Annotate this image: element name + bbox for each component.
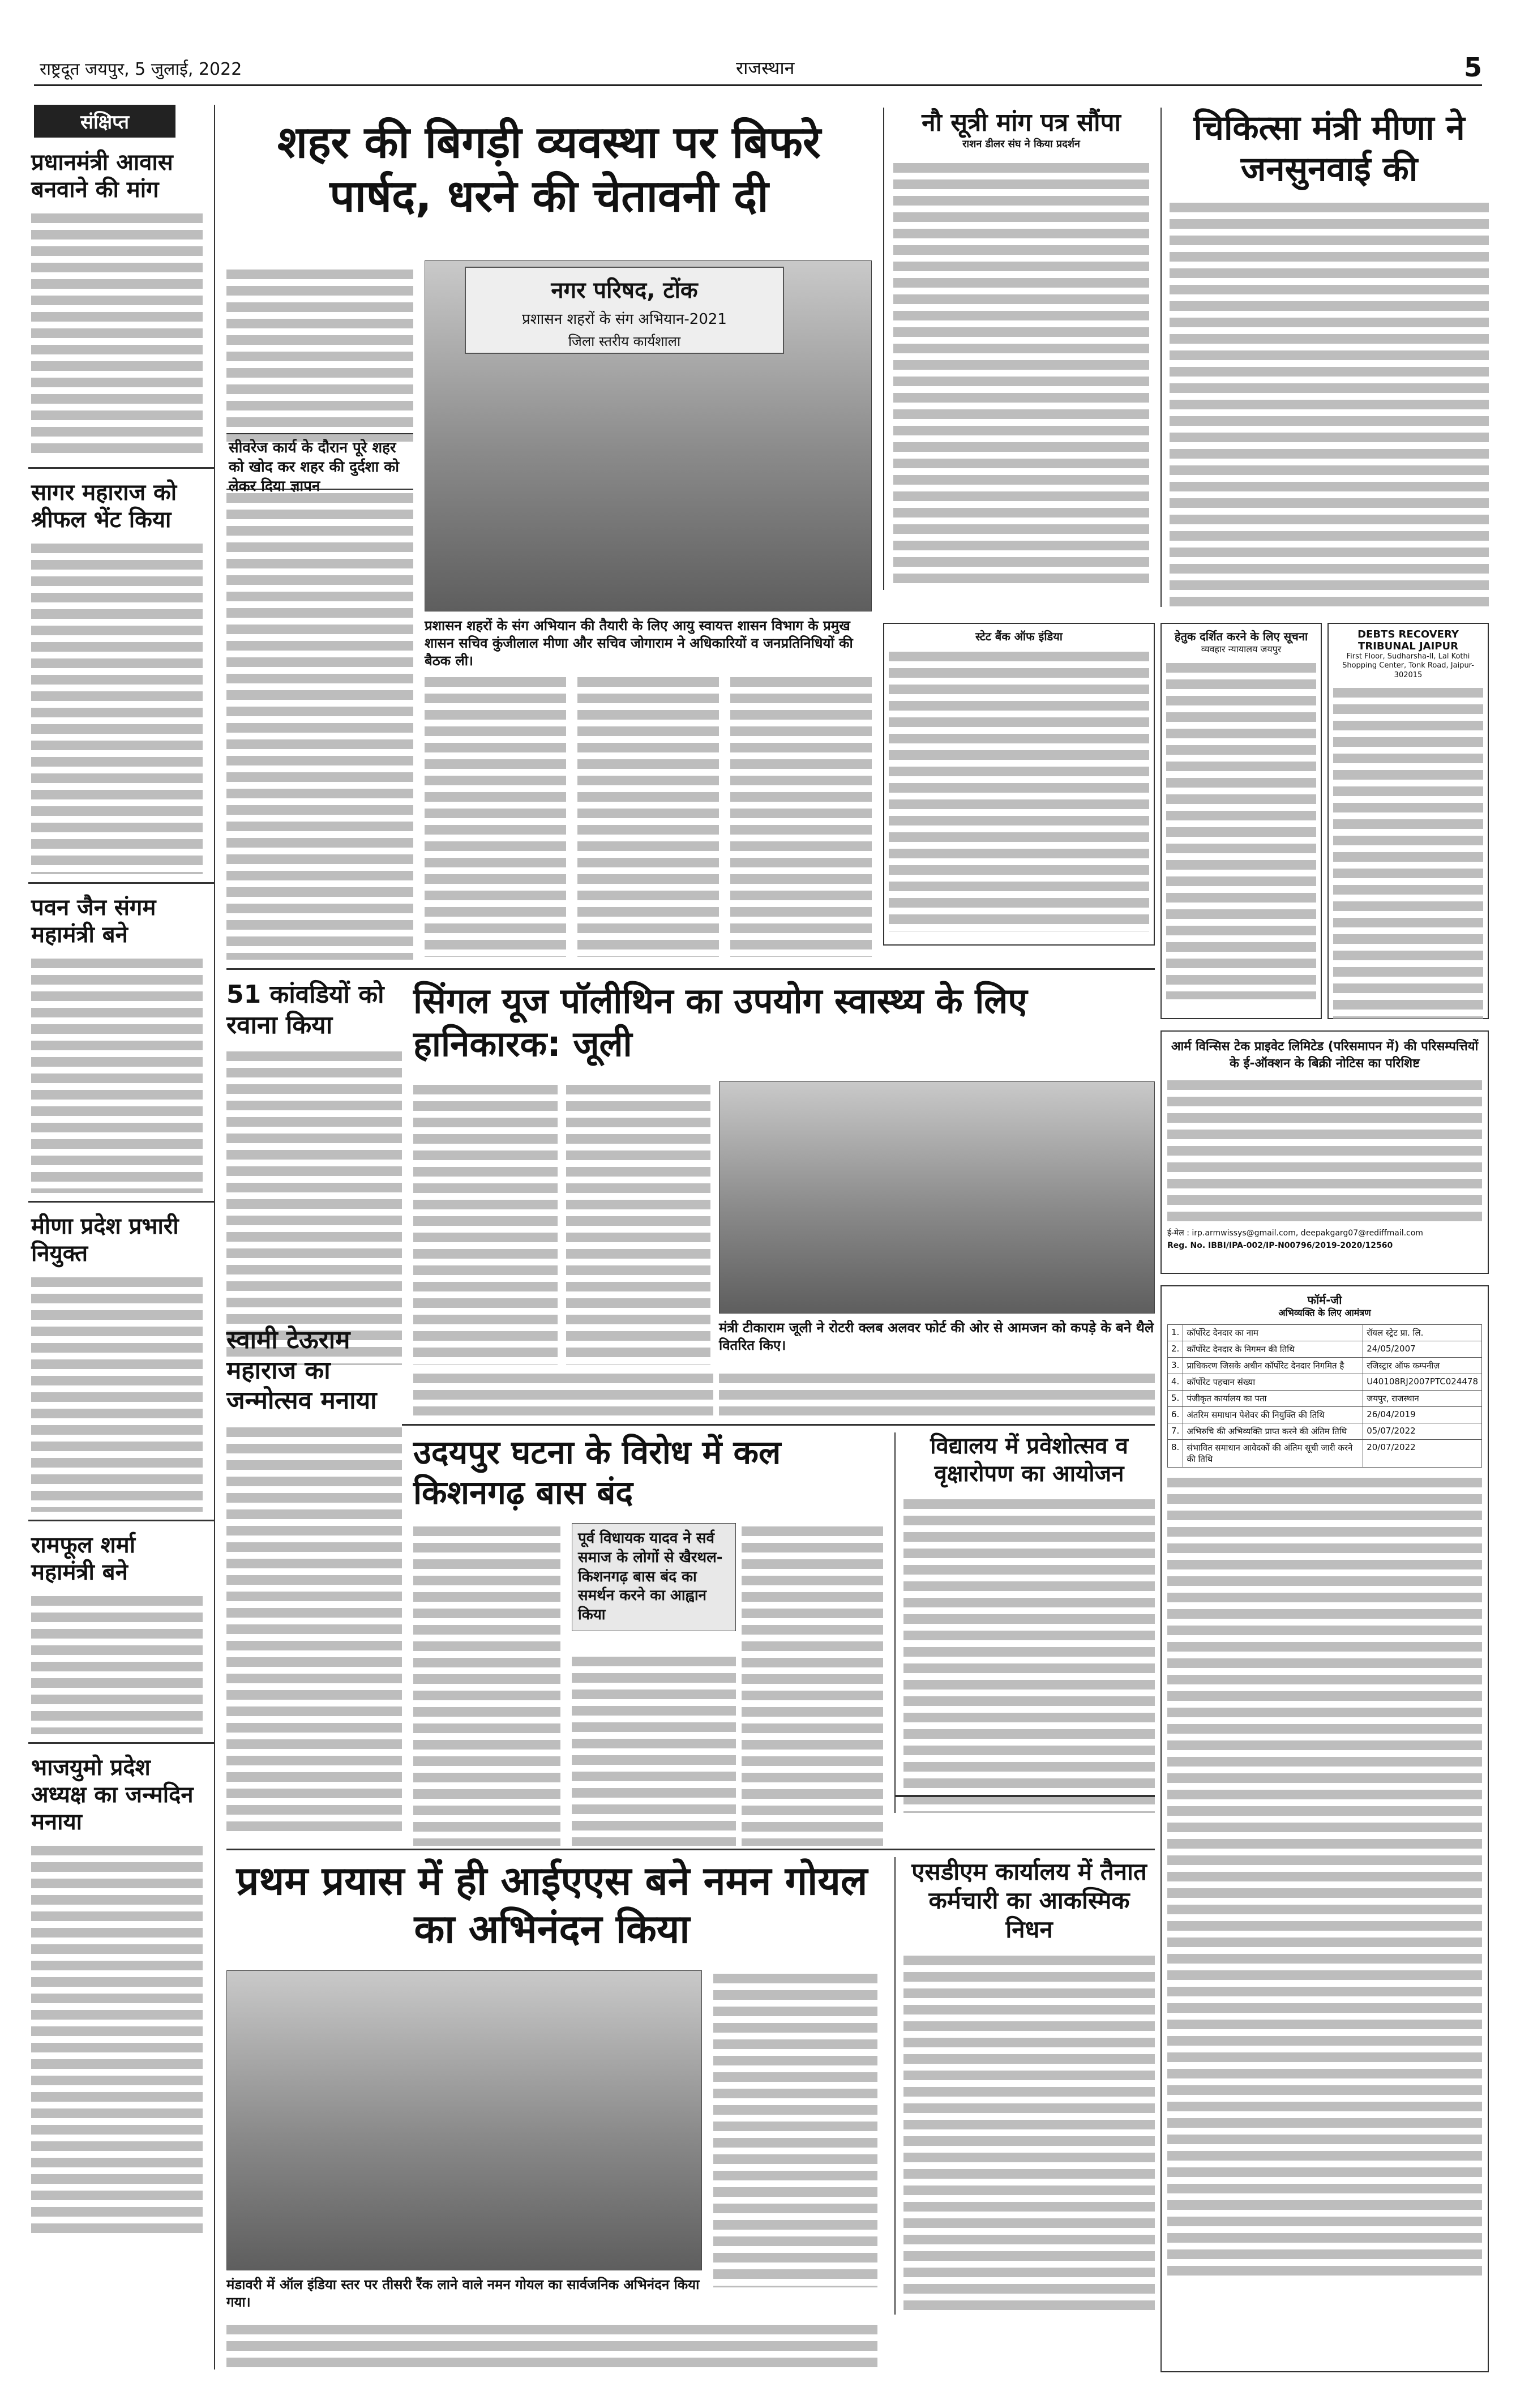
teuram-body (226, 1424, 402, 1832)
table-cell: कॉर्पोरेट पहचान संख्या (1183, 1374, 1363, 1391)
ias-body (713, 1970, 877, 2287)
top-middle-headline: नौ सूत्री मांग पत्र सौंपा (922, 108, 1121, 137)
table-row: 8. संभावित समाधान आवेदकों की अंतिम सूची जारी करने की तिथि 20/07/2022 (1168, 1440, 1482, 1468)
table-row: 7. अभिरुचि की अभिव्यक्ति प्राप्त करने की अंतिम तिथि 05/07/2022 (1168, 1423, 1482, 1440)
sidebar-body (31, 1593, 203, 1734)
school-body (903, 1496, 1155, 1813)
photo-banner-sub2: जिला स्तरीय कार्यशाला (568, 333, 681, 349)
teuram-story (226, 1325, 402, 1832)
table-cell: कॉर्पोरेट देनदार के निगमन की तिथि (1183, 1341, 1363, 1358)
table-row: 6. अंतरिम समाधान पेशेवर की नियुक्ति की तिथि 26/04/2019 (1168, 1407, 1482, 1423)
lead-photo (425, 260, 872, 611)
top-right-story (1160, 108, 1489, 607)
table-cell: 05/07/2022 (1363, 1423, 1482, 1440)
school-headline: विद्यालय में प्रवेशोत्सव व वृक्षारोपण का आयोजन (930, 1433, 1128, 1487)
masthead-date: राष्ट्रदूत जयपुर, 5 जुलाई, 2022 (40, 59, 242, 79)
table-row: 1. कॉर्पोरेट देनदार का नाम रॉयल स्ट्रेट प्रा. लि. (1168, 1325, 1482, 1341)
lead-body (226, 266, 413, 442)
bandh-bullet-box (572, 1523, 736, 1631)
sidebar-item (17, 1213, 214, 1512)
drt-body (1333, 685, 1483, 1019)
sidebar-headline: पवन जैन संगम महामंत्री बने (31, 895, 156, 948)
polythene-photo (719, 1081, 1155, 1314)
sidebar-body (31, 540, 203, 874)
divider (894, 1795, 1155, 1797)
sidebar-item (17, 1754, 214, 2239)
notice-box (883, 623, 1155, 946)
divider (226, 968, 1155, 970)
sidebar-headline: मीणा प्रदेश प्रभारी नियुक्त (31, 1213, 179, 1267)
polythene-body (413, 1081, 558, 1365)
form-g-sub: अभिव्यक्ति के लिए आमंत्रण (1278, 1307, 1371, 1318)
top-middle-story (883, 108, 1149, 590)
drt-notice (1327, 623, 1489, 1019)
sidebar-item (17, 149, 214, 459)
photo-banner-sub: प्रशासन शहरों के संग अभियान-2021 (522, 311, 727, 328)
ias-body (226, 2321, 877, 2372)
auction-ad (1160, 1030, 1489, 1274)
sidebar-item (17, 894, 214, 1193)
sdm-body (903, 1952, 1155, 2315)
court-notice-body (1166, 660, 1316, 999)
sidebar-item (17, 479, 214, 874)
drt-sub: First Floor, Sudharsha-II, Lal Kothi Shopping Center, Tonk Road, Jaipur-302015 (1342, 652, 1474, 679)
page-number: 5 (1463, 52, 1482, 83)
polythene-body (566, 1081, 710, 1365)
table-cell: कॉर्पोरेट देनदार का नाम (1183, 1325, 1363, 1341)
table-row: 2. कॉर्पोरेट देनदार के निगमन की तिथि 24/05/2007 (1168, 1341, 1482, 1358)
photo-banner (465, 267, 784, 354)
lead-body (577, 674, 719, 957)
bandh-headline: उदयपुर घटना के विरोध में कल किशनगढ़ बास बंद (413, 1433, 781, 1512)
table-row: 4. कॉर्पोरेट पहचान संख्या U40108RJ2007PTC024478 (1168, 1374, 1482, 1391)
masthead (34, 52, 1482, 86)
court-notice-title: हेतुक दर्शित करने के लिए सूचना (1174, 630, 1308, 643)
top-middle-strap: राशन डीलर संघ ने किया प्रदर्शन (962, 138, 1080, 150)
notice-body (889, 648, 1149, 931)
form-g-body (1167, 1474, 1482, 2278)
ias-photo (226, 1970, 702, 2270)
lead-body (730, 674, 872, 957)
divider (28, 467, 214, 469)
sidebar-tag: संक्षिप्त (34, 105, 175, 138)
school-story (894, 1432, 1155, 1813)
top-middle-body (893, 160, 1149, 590)
divider (226, 1849, 1155, 1850)
form-g-ad (1160, 1285, 1489, 2372)
top-right-body (1170, 199, 1489, 607)
court-notice-sub: व्यवहार न्यायालय जयपुर (1201, 644, 1282, 655)
bandh-body (572, 1653, 736, 1846)
divider (28, 1520, 214, 1521)
top-right-headline: चिकित्सा मंत्री मीणा ने जनसुनवाई की (1193, 108, 1465, 190)
polythene-caption: मंत्री टीकाराम जूली ने रोटरी क्लब अलवर फोर्ट की ओर से आमजन को कपड़े के बने थैले वितरित किए। (719, 1320, 1154, 1354)
divider (28, 1742, 214, 1744)
table-row: 5. पंजीकृत कार्यालय का पता जयपुर, राजस्थान (1168, 1391, 1482, 1407)
ias-caption: मंडावरी में ऑल इंडिया स्तर पर तीसरी रैंक लाने वाले नमन गोयल का सार्वजनिक अभिनंदन किया गया। (226, 2277, 700, 2311)
table-cell: अभिरुचि की अभिव्यक्ति प्राप्त करने की अंतिम तिथि (1183, 1423, 1363, 1440)
bandh-body (742, 1523, 883, 1846)
ias-headline: प्रथम प्रयास में ही आईएएस बने नमन गोयल का अभिनंदन किया (236, 1858, 868, 1953)
sidebar-headline: रामफूल शर्मा महामंत्री बने (31, 1532, 136, 1585)
sidebar-headline: भाजयुमो प्रदेश अध्यक्ष का जन्मदिन मनाया (31, 1755, 194, 1835)
kanwadiya-headline: 51 कांवडियों को रवाना किया (226, 980, 384, 1040)
table-cell: जयपुर, राजस्थान (1363, 1391, 1482, 1407)
kanwadiya-body (226, 1048, 402, 1365)
table-cell: संभावित समाधान आवेदकों की अंतिम सूची जारी करने की तिथि (1183, 1440, 1363, 1468)
sidebar-headline: सागर महाराज को श्रीफल भेंट किया (31, 480, 177, 533)
teuram-headline: स्वामी टेऊराम महाराज का जन्मोत्सव मनाया (226, 1325, 377, 1415)
sidebar-body (31, 210, 203, 459)
sdm-headline: एसडीएम कार्यालय में तैनात कर्मचारी का आकस्मिक निधन (911, 1858, 1147, 1944)
table-cell: 24/05/2007 (1363, 1341, 1482, 1358)
bandh-bullet: पूर्व विधायक यादव ने सर्व समाज के लोगों से खैरथल-किशनगढ़ बास बंद का समर्थन करने का आह्वान किया (578, 1530, 723, 1624)
sidebar-body (31, 1842, 203, 2239)
lead-caption: प्रशासन शहरों के संग अभियान की तैयारी के लिए आयु स्वायत्त शासन विभाग के प्रमुख शासन सचिव कुंजीलाल मीणा और सचिव जोगाराम ने अधिकारियों व जनप्रतिनिधियों की बैठक ली। (425, 618, 853, 669)
sidebar-headline: प्रधानमंत्री आवास बनवाने की मांग (31, 149, 173, 203)
sidebar-item (17, 1532, 214, 1734)
sdm-story (894, 1857, 1155, 2315)
kanwadiya-story (226, 980, 402, 1365)
lead-body (226, 490, 413, 960)
polythene-body (413, 1370, 713, 1415)
polythene-headline: सिंगल यूज पॉलीथिन का उपयोग स्वास्थ्य के लिए हानिकारक: जूली (413, 980, 1027, 1064)
form-g-table (1167, 1324, 1482, 1468)
polythene-body (719, 1370, 1155, 1415)
pullquote (226, 433, 413, 495)
auction-title: आर्म विन्सिस टेक प्राइवेट लिमिटेड (परिसमापन में) की परिसम्पत्तियों के ई-ऑक्शन के बिक्री नोटिस का परिशिष्ट (1171, 1040, 1479, 1071)
notice-title: स्टेट बैंक ऑफ इंडिया (975, 630, 1063, 643)
table-cell: 20/07/2022 (1363, 1440, 1482, 1468)
pullquote-text: सीवरेज कार्य के दौरान पूरे शहर को खोद कर शहर की दुर्दशा को लेकर दिया ज्ञापन (229, 439, 399, 495)
table-row: 3. प्राधिकरण जिसके अधीन कॉर्पोरेट देनदार निगमित है रजिस्ट्रार ऑफ कम्पनीज़ (1168, 1358, 1482, 1374)
table-cell: U40108RJ2007PTC024478 (1363, 1374, 1482, 1391)
drt-title: DEBTS RECOVERY TRIBUNAL JAIPUR (1357, 628, 1459, 652)
auction-body (1167, 1077, 1482, 1224)
form-g-title: फॉर्म-जी (1307, 1293, 1342, 1307)
divider (28, 1201, 214, 1203)
table-cell: रॉयल स्ट्रेट प्रा. लि. (1363, 1325, 1482, 1341)
table-cell: अंतरिम समाधान पेशेवर की नियुक्ति की तिथि (1183, 1407, 1363, 1423)
auction-contact: ई-मेल : irp.armwissys@gmail.com, deepakgarg07@rediffmail.com (1167, 1229, 1423, 1238)
table-cell: प्राधिकरण जिसके अधीन कॉर्पोरेट देनदार निगमित है (1183, 1358, 1363, 1374)
table-cell: पंजीकृत कार्यालय का पता (1183, 1391, 1363, 1407)
auction-reg: Reg. No. IBBI/IPA-002/IP-N00796/2019-2020/12560 (1167, 1241, 1393, 1250)
table-cell: 26/04/2019 (1363, 1407, 1482, 1423)
masthead-section: राजस्थान (736, 57, 795, 79)
table-cell: रजिस्ट्रार ऑफ कम्पनीज़ (1363, 1358, 1482, 1374)
lead-body (425, 674, 566, 957)
bandh-body (413, 1523, 560, 1846)
sidebar-body (31, 1274, 203, 1512)
sidebar-body (31, 955, 203, 1193)
divider (28, 882, 214, 884)
lead-headline: शहर की बिगड़ी व्यवस्था पर बिफरे पार्षद, धरने की चेतावनी दी (277, 117, 821, 223)
court-notice (1160, 623, 1322, 1019)
photo-banner-title: नगर परिषद, टोंक (551, 277, 698, 303)
sidebar (17, 105, 215, 2369)
